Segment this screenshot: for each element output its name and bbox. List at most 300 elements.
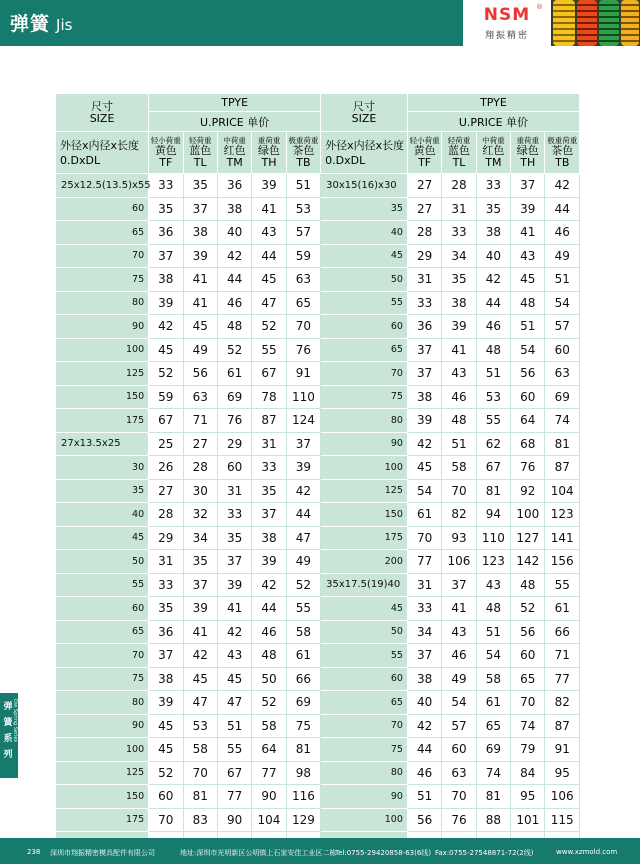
price-cell: 67: [149, 409, 183, 433]
size-cell: 50: [56, 550, 149, 574]
price-cell: 81: [545, 432, 580, 456]
price-cell: 35: [149, 197, 183, 221]
price-cell: 45: [149, 738, 183, 762]
grade-header-tf: [407, 132, 441, 174]
price-cell: 45: [183, 315, 217, 339]
price-cell: 104: [545, 479, 580, 503]
price-cell: 70: [442, 479, 476, 503]
price-cell: 57: [545, 315, 580, 339]
price-cell: 84: [511, 761, 545, 785]
price-cell: 51: [511, 315, 545, 339]
price-cell: 38: [252, 526, 286, 550]
price-header: U.PRICE 单价: [149, 112, 321, 132]
spring-image: [553, 0, 575, 46]
grade-code: TM: [485, 156, 502, 169]
price-cell: 28: [407, 221, 441, 245]
price-cell: 61: [545, 597, 580, 621]
price-cell: 49: [545, 244, 580, 268]
price-cell: 39: [149, 691, 183, 715]
price-cell: 81: [183, 785, 217, 809]
footer-address: 地址:深圳市光明新区公明镇上石家安佳工业区二栋: [180, 849, 337, 857]
price-cell: 42: [286, 479, 320, 503]
price-cell: 60: [149, 785, 183, 809]
price-cell: 51: [476, 362, 510, 386]
size-cell: 40: [56, 503, 149, 527]
price-cell: 100: [511, 503, 545, 527]
grade-header-tm: [217, 132, 251, 174]
price-cell: 67: [217, 761, 251, 785]
price-cell: 61: [476, 691, 510, 715]
price-cell: 29: [407, 244, 441, 268]
price-cell: 52: [149, 761, 183, 785]
footer-fax: Fax:0755-27548871-72(2线): [435, 849, 534, 857]
grade-label: 极重荷重: [547, 136, 578, 145]
price-cell: 66: [286, 667, 320, 691]
spring-price-table: [55, 93, 580, 856]
price-cell: 54: [407, 479, 441, 503]
price-cell: 98: [286, 761, 320, 785]
price-cell: 37: [183, 573, 217, 597]
price-cell: 56: [511, 620, 545, 644]
price-cell: 35: [149, 597, 183, 621]
price-cell: 156: [545, 550, 580, 574]
spring-image: [621, 0, 639, 46]
price-cell: 39: [286, 456, 320, 480]
size-cell: 125: [56, 761, 149, 785]
table-row: [56, 362, 580, 386]
price-cell: 65: [476, 714, 510, 738]
price-cell: 39: [511, 197, 545, 221]
price-cell: 67: [252, 362, 286, 386]
price-cell: 45: [407, 456, 441, 480]
price-cell: 60: [217, 456, 251, 480]
price-cell: 93: [442, 526, 476, 550]
price-cell: 106: [545, 785, 580, 809]
price-cell: 34: [442, 244, 476, 268]
grade-header-tb: [545, 132, 580, 174]
grade-header-tl: [442, 132, 476, 174]
size-header: 尺寸 SIZE: [56, 94, 149, 132]
price-cell: 54: [476, 644, 510, 668]
grade-label: 轻荷重: [447, 136, 471, 145]
price-cell: 29: [217, 432, 251, 456]
grade-color: 蓝色: [447, 144, 470, 157]
grade-code: TL: [193, 156, 207, 169]
size-cell: 75: [321, 738, 408, 762]
price-cell: 48: [476, 597, 510, 621]
price-cell: 45: [149, 714, 183, 738]
size-cell: 45: [321, 244, 408, 268]
price-cell: 60: [511, 385, 545, 409]
side-tab-char: 系: [3, 734, 13, 744]
price-cell: 58: [252, 714, 286, 738]
price-cell: 56: [407, 808, 441, 832]
table-row: [56, 409, 580, 433]
price-cell: 51: [442, 432, 476, 456]
footer-company: 深圳市翔振精密模具配件有限公司: [50, 849, 155, 857]
size-cell: 35: [321, 197, 408, 221]
price-cell: 46: [217, 291, 251, 315]
price-cell: 42: [252, 573, 286, 597]
price-cell: 44: [476, 291, 510, 315]
price-cell: 90: [252, 785, 286, 809]
price-cell: 44: [217, 268, 251, 292]
price-cell: 69: [476, 738, 510, 762]
size-cell: 40: [321, 221, 408, 245]
price-cell: 33: [407, 291, 441, 315]
table-row: [56, 761, 580, 785]
price-cell: 82: [545, 691, 580, 715]
grade-code: TH: [520, 156, 536, 169]
price-cell: 48: [511, 573, 545, 597]
price-cell: 79: [511, 738, 545, 762]
price-cell: 38: [476, 221, 510, 245]
price-cell: 46: [442, 644, 476, 668]
price-cell: 27: [407, 174, 441, 198]
size-cell: 125: [56, 362, 149, 386]
page-subtitle: Jis: [56, 16, 73, 34]
grade-header-th: [511, 132, 545, 174]
price-cell: 62: [476, 432, 510, 456]
size-cell: 80: [321, 761, 408, 785]
grade-color: 红色: [482, 144, 505, 157]
price-cell: 47: [286, 526, 320, 550]
logo-brand: NSM: [483, 5, 531, 25]
table-row: [56, 620, 580, 644]
price-cell: 110: [476, 526, 510, 550]
price-cell: 77: [407, 550, 441, 574]
section-side-tab: [0, 693, 18, 778]
price-cell: 26: [149, 456, 183, 480]
price-cell: 39: [252, 550, 286, 574]
size-cell: 45: [321, 597, 408, 621]
price-cell: 59: [149, 385, 183, 409]
price-cell: 69: [286, 691, 320, 715]
size-cell: 80: [56, 291, 149, 315]
price-cell: 27: [149, 479, 183, 503]
grade-header-tf: [149, 132, 183, 174]
price-cell: 27: [183, 432, 217, 456]
size-cell: 75: [56, 667, 149, 691]
table-row: [56, 456, 580, 480]
price-cell: 63: [286, 268, 320, 292]
price-cell: 101: [511, 808, 545, 832]
price-cell: 69: [217, 385, 251, 409]
price-cell: 60: [511, 644, 545, 668]
price-cell: 35: [183, 174, 217, 198]
price-cell: 55: [217, 738, 251, 762]
table-row: [56, 315, 580, 339]
price-cell: 83: [183, 808, 217, 832]
price-cell: 88: [476, 808, 510, 832]
table-row: [56, 644, 580, 668]
price-cell: 39: [407, 409, 441, 433]
footer-web: www.xzmold.com: [556, 848, 618, 856]
price-cell: 63: [442, 761, 476, 785]
table-row: [56, 221, 580, 245]
grade-color: 绿色: [516, 144, 539, 157]
price-cell: 54: [442, 691, 476, 715]
table-row: [56, 714, 580, 738]
price-cell: 39: [442, 315, 476, 339]
table-row: [56, 244, 580, 268]
price-cell: 42: [149, 315, 183, 339]
price-cell: 78: [252, 385, 286, 409]
price-cell: 81: [476, 785, 510, 809]
price-cell: 116: [286, 785, 320, 809]
price-cell: 45: [217, 667, 251, 691]
footer-tel: Tel:0755-29420858-63(6线): [335, 849, 432, 857]
price-cell: 46: [545, 221, 580, 245]
size-cell: 55: [321, 644, 408, 668]
price-cell: 28: [149, 503, 183, 527]
price-cell: 53: [183, 714, 217, 738]
price-cell: 65: [286, 291, 320, 315]
price-cell: 38: [149, 268, 183, 292]
price-cell: 40: [407, 691, 441, 715]
price-cell: 74: [511, 714, 545, 738]
price-cell: 29: [149, 526, 183, 550]
price-cell: 46: [442, 385, 476, 409]
table-row: [56, 808, 580, 832]
grade-color: 茶色: [551, 144, 574, 157]
price-cell: 35: [442, 268, 476, 292]
size-cell: 90: [321, 785, 408, 809]
price-cell: 37: [442, 573, 476, 597]
price-cell: 38: [217, 197, 251, 221]
price-cell: 81: [286, 738, 320, 762]
price-cell: 42: [183, 644, 217, 668]
price-cell: 52: [252, 315, 286, 339]
price-cell: 58: [183, 738, 217, 762]
price-cell: 43: [511, 244, 545, 268]
price-cell: 48: [252, 644, 286, 668]
price-cell: 51: [407, 785, 441, 809]
size-cell: 60: [56, 597, 149, 621]
size-cell: 60: [321, 315, 408, 339]
price-cell: 46: [476, 315, 510, 339]
brand-logo: [463, 0, 551, 46]
price-cell: 50: [252, 667, 286, 691]
price-cell: 71: [183, 409, 217, 433]
price-cell: 115: [545, 808, 580, 832]
price-cell: 47: [252, 291, 286, 315]
price-cell: 58: [286, 620, 320, 644]
price-cell: 61: [286, 644, 320, 668]
price-cell: 75: [286, 714, 320, 738]
price-cell: 142: [511, 550, 545, 574]
price-cell: 53: [476, 385, 510, 409]
size-cell: 60: [56, 197, 149, 221]
grade-label: 轻小荷重: [409, 136, 440, 145]
grade-code: TB: [555, 156, 570, 169]
price-cell: 43: [442, 362, 476, 386]
price-cell: 31: [217, 479, 251, 503]
grade-label: 极重荷重: [288, 136, 319, 145]
price-cell: 46: [407, 761, 441, 785]
price-cell: 37: [407, 338, 441, 362]
price-cell: 42: [407, 432, 441, 456]
price-cell: 65: [511, 667, 545, 691]
side-tab-char: 列: [3, 750, 13, 760]
price-cell: 51: [545, 268, 580, 292]
price-cell: 76: [511, 456, 545, 480]
size-cell: 35: [56, 479, 149, 503]
price-cell: 52: [286, 573, 320, 597]
price-cell: 63: [545, 362, 580, 386]
size-cell: 100: [321, 456, 408, 480]
price-cell: 127: [511, 526, 545, 550]
price-cell: 81: [476, 479, 510, 503]
grade-label: 中荷重: [223, 136, 246, 145]
price-cell: 31: [252, 432, 286, 456]
price-cell: 33: [149, 573, 183, 597]
price-cell: 70: [183, 761, 217, 785]
side-tab-sub: Die Spring Series: [12, 699, 18, 743]
size-cell: 150: [56, 785, 149, 809]
price-cell: 129: [286, 808, 320, 832]
price-cell: 91: [545, 738, 580, 762]
size-cell: 175: [321, 526, 408, 550]
price-cell: 38: [183, 221, 217, 245]
price-cell: 46: [252, 620, 286, 644]
price-cell: 87: [252, 409, 286, 433]
price-cell: 87: [545, 714, 580, 738]
price-cell: 44: [252, 597, 286, 621]
table-row: [56, 503, 580, 527]
price-cell: 38: [407, 385, 441, 409]
price-cell: 31: [407, 573, 441, 597]
price-cell: 39: [252, 174, 286, 198]
grade-code: TH: [261, 156, 277, 169]
price-cell: 70: [407, 526, 441, 550]
price-cell: 47: [183, 691, 217, 715]
grade-color: 绿色: [257, 144, 280, 157]
price-cell: 33: [149, 174, 183, 198]
grade-code: TL: [452, 156, 466, 169]
grade-code: TM: [226, 156, 243, 169]
dims-header: 外径x内径x长度 0.DxDL: [56, 132, 149, 174]
springs-photo: [551, 0, 640, 46]
grade-header-tb: [286, 132, 320, 174]
table-row: [56, 526, 580, 550]
price-cell: 38: [407, 667, 441, 691]
price-cell: 45: [252, 268, 286, 292]
price-cell: 59: [286, 244, 320, 268]
price-cell: 40: [476, 244, 510, 268]
price-cell: 48: [476, 338, 510, 362]
size-cell: 65: [321, 691, 408, 715]
size-cell: 65: [56, 221, 149, 245]
price-cell: 41: [511, 221, 545, 245]
price-cell: 141: [545, 526, 580, 550]
size-cell: 55: [321, 291, 408, 315]
size-cell: 30x15(16)x30: [321, 174, 408, 198]
page-number: 238: [27, 848, 41, 856]
grade-header-tm: [476, 132, 510, 174]
table-row: [56, 385, 580, 409]
price-header: U.PRICE 单价: [407, 112, 579, 132]
table-row: [56, 268, 580, 292]
price-cell: 51: [476, 620, 510, 644]
price-cell: 110: [286, 385, 320, 409]
price-cell: 34: [183, 526, 217, 550]
table-row: [56, 291, 580, 315]
price-cell: 37: [183, 197, 217, 221]
price-cell: 44: [286, 503, 320, 527]
price-cell: 37: [511, 174, 545, 198]
grade-label: 重荷重: [516, 136, 540, 145]
page-title: 弹簧 Jis: [10, 13, 73, 35]
table-row: [56, 667, 580, 691]
table-row: [56, 338, 580, 362]
price-cell: 76: [217, 409, 251, 433]
price-cell: 54: [545, 291, 580, 315]
size-cell: 175: [56, 409, 149, 433]
size-cell: 30: [56, 456, 149, 480]
price-cell: 47: [217, 691, 251, 715]
price-cell: 41: [183, 268, 217, 292]
price-cell: 41: [183, 620, 217, 644]
price-cell: 35: [183, 550, 217, 574]
logo-cn-name: 翔振精密: [484, 31, 529, 41]
side-tab-char: 弹: [3, 702, 13, 712]
logo-reg-mark: ®: [536, 3, 543, 11]
price-cell: 31: [407, 268, 441, 292]
price-cell: 76: [442, 808, 476, 832]
price-cell: 51: [217, 714, 251, 738]
table-row: [56, 597, 580, 621]
price-cell: 35: [252, 479, 286, 503]
price-cell: 36: [217, 174, 251, 198]
price-cell: 39: [183, 244, 217, 268]
price-cell: 28: [183, 456, 217, 480]
price-cell: 44: [252, 244, 286, 268]
size-cell: 150: [56, 385, 149, 409]
table-row: [56, 691, 580, 715]
price-cell: 33: [476, 174, 510, 198]
size-cell: 90: [56, 315, 149, 339]
price-cell: 33: [407, 597, 441, 621]
price-cell: 39: [217, 573, 251, 597]
size-cell: 100: [56, 338, 149, 362]
price-cell: 45: [511, 268, 545, 292]
price-cell: 92: [511, 479, 545, 503]
price-cell: 70: [442, 785, 476, 809]
price-cell: 36: [149, 620, 183, 644]
price-cell: 58: [476, 667, 510, 691]
price-cell: 60: [545, 338, 580, 362]
price-cell: 106: [442, 550, 476, 574]
size-cell: 60: [321, 667, 408, 691]
size-cell: 50: [321, 620, 408, 644]
price-cell: 41: [217, 597, 251, 621]
price-cell: 31: [149, 550, 183, 574]
price-cell: 123: [545, 503, 580, 527]
size-cell: 100: [56, 738, 149, 762]
price-cell: 95: [511, 785, 545, 809]
size-cell: 70: [56, 244, 149, 268]
price-cell: 32: [183, 503, 217, 527]
price-cell: 37: [149, 644, 183, 668]
price-cell: 42: [217, 244, 251, 268]
grade-color: 黄色: [413, 144, 436, 157]
size-cell: 100: [321, 808, 408, 832]
price-cell: 36: [407, 315, 441, 339]
price-cell: 61: [217, 362, 251, 386]
price-cell: 43: [476, 573, 510, 597]
price-cell: 30: [183, 479, 217, 503]
